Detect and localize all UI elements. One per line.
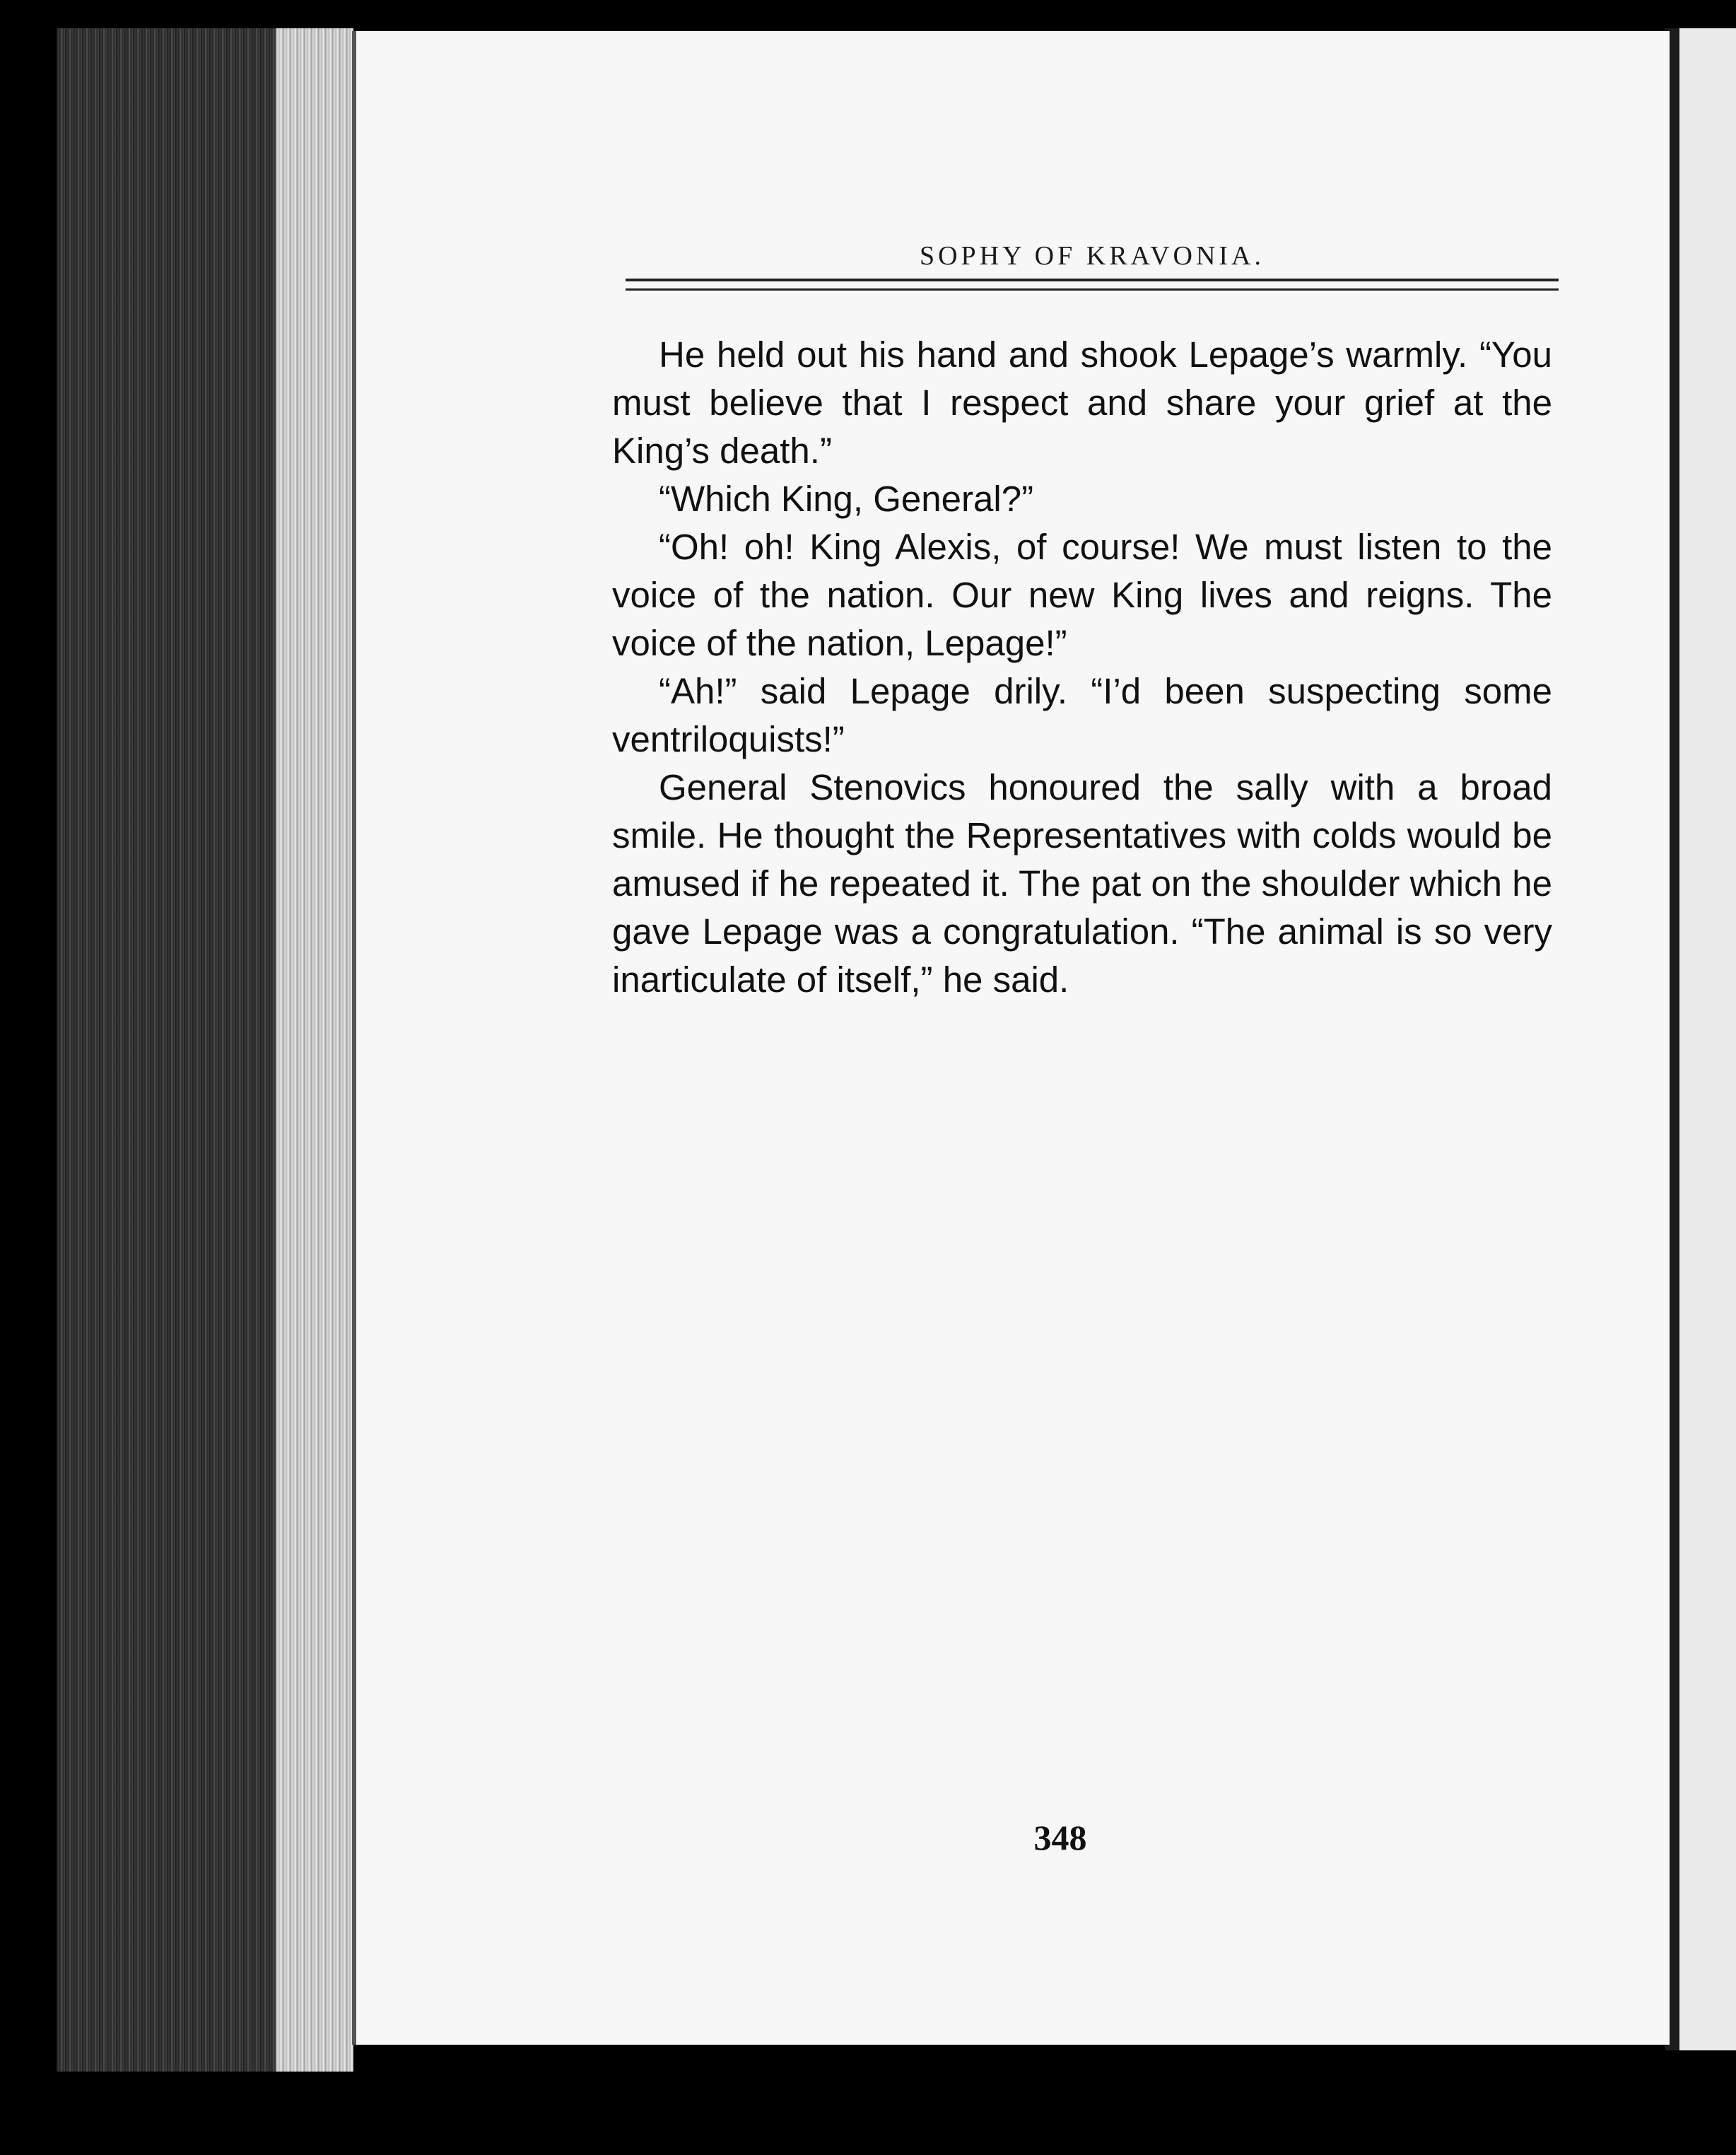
paragraph-3: “Oh! oh! King Alexis, of course! We must listen to the voice of the nation. Our new King lives and reigns. The voice of the nation, Lepage!” [612,527,1552,663]
paragraph-4: “Ah!” said Lepage drily. “I’d been suspecting some ventriloquists!” [612,671,1552,759]
running-head: SOPHY OF KRAVONIA. [919,241,1265,271]
paragraph-1: He held out his hand and shook Lepage’s warmly. “You must believe that I respect and share your grief at the King’s death.” [612,334,1552,471]
paragraph-2: “Which King, General?” [659,479,1034,519]
page-number: 348 [1033,1818,1087,1857]
header-rule-top [626,279,1559,281]
page-edges [57,28,353,2072]
body-text [612,331,1552,1004]
facing-page-edge [1679,28,1736,2050]
paragraph-5: General Stenovics honoured the sally with a broad smile. He thought the Representatives with colds would be amused if he repeated it. The pat on the shoulder which he gave Lepage was a congratulation. “The animal is so very inarticulate of itself,” he said. [612,767,1552,1000]
header-rule-bottom [626,288,1559,291]
